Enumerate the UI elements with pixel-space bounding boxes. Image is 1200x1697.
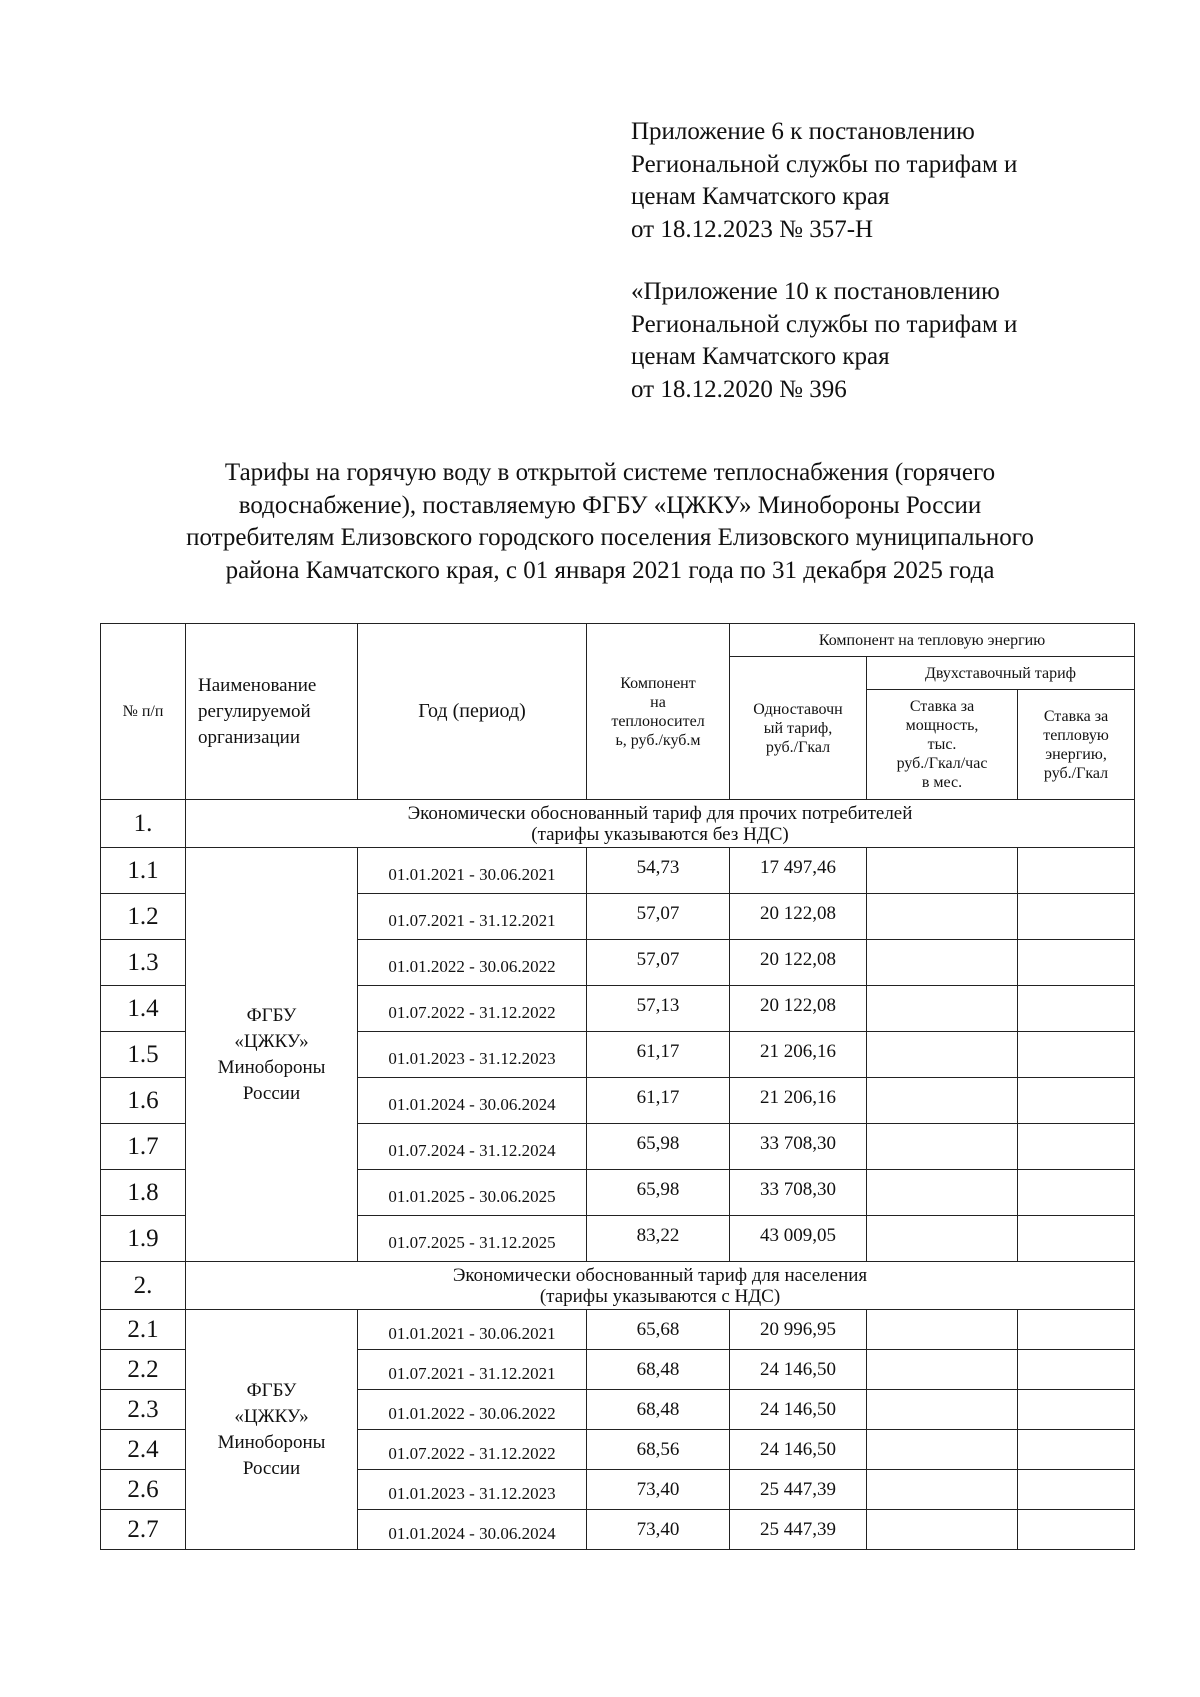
capacity-rate-value — [867, 940, 1018, 986]
title-line: водоснабжение), поставляемую ФГБУ «ЦЖКУ» Минобороны России — [238, 491, 982, 519]
capacity-rate-value — [867, 1430, 1018, 1470]
organization-line: ФГБУ — [246, 1379, 297, 1401]
period-cell: 01.07.2021 - 31.12.2021 — [358, 1350, 587, 1390]
row-number: 2.4 — [101, 1430, 186, 1470]
period-cell: 01.01.2025 - 30.06.2025 — [358, 1170, 587, 1216]
title-line: района Камчатского края, с 01 января 2021 года по 31 декабря 2025 года — [225, 556, 995, 584]
energy-rate-value — [1018, 848, 1135, 894]
row-number: 2.7 — [101, 1510, 186, 1550]
single-rate-value: 33 708,30 — [730, 1124, 867, 1170]
carrier-value: 65,68 — [587, 1310, 730, 1350]
single-rate-value: 24 146,50 — [730, 1350, 867, 1390]
period-cell: 01.01.2024 - 30.06.2024 — [358, 1078, 587, 1124]
section-number: 1. — [101, 800, 186, 848]
single-rate-value: 33 708,30 — [730, 1170, 867, 1216]
header-line: Ставка за — [909, 698, 975, 715]
period-cell: 01.07.2025 - 31.12.2025 — [358, 1216, 587, 1262]
header-line: ь, руб./куб.м — [615, 731, 701, 749]
organization-line: России — [242, 1082, 301, 1104]
header-line: энергию, — [1045, 745, 1107, 763]
energy-rate-value — [1018, 986, 1135, 1032]
row-number: 1.5 — [101, 1032, 186, 1078]
header-carrier-component — [587, 624, 730, 800]
single-rate-value: 25 447,39 — [730, 1510, 867, 1550]
row-number: 2.1 — [101, 1310, 186, 1350]
section-number: 2. — [101, 1262, 186, 1310]
table-row — [101, 848, 1135, 894]
single-rate-value: 25 447,39 — [730, 1470, 867, 1510]
document-title — [90, 457, 1130, 587]
single-rate-value: 43 009,05 — [730, 1216, 867, 1262]
single-rate-value: 20 122,08 — [730, 986, 867, 1032]
capacity-rate-value — [867, 1310, 1018, 1350]
single-rate-value: 21 206,16 — [730, 1032, 867, 1078]
row-number: 1.2 — [101, 894, 186, 940]
single-rate-value: 17 497,46 — [730, 848, 867, 894]
header-num: № п/п — [101, 624, 186, 800]
appendix-line: ценам Камчатского края — [631, 183, 890, 210]
header-organization — [186, 624, 358, 800]
organization-line: России — [242, 1457, 301, 1479]
header-heat-component: Компонент на тепловую энергию — [730, 624, 1135, 657]
carrier-value: 65,98 — [587, 1124, 730, 1170]
section-title-line: Экономически обоснованный тариф для населения — [452, 1264, 868, 1286]
header-line: руб./Гкал — [765, 738, 831, 756]
section-title-line: (тарифы указываются с НДС) — [539, 1285, 781, 1307]
header-line: тыс. — [927, 736, 957, 753]
title-line: потребителям Елизовского городского поселения Елизовского муниципального — [186, 524, 1034, 551]
header-line: мощность, — [905, 717, 979, 734]
capacity-rate-value — [867, 986, 1018, 1032]
appendix-line: Региональной службы по тарифам и — [631, 310, 1018, 338]
appendix-reference-current — [631, 116, 1151, 246]
capacity-rate-value — [867, 1124, 1018, 1170]
organization-name — [186, 1310, 358, 1550]
carrier-value: 65,98 — [587, 1170, 730, 1216]
single-rate-value: 20 122,08 — [730, 940, 867, 986]
energy-rate-value — [1018, 1390, 1135, 1430]
appendix-reference-original — [631, 276, 1151, 406]
carrier-value: 73,40 — [587, 1510, 730, 1550]
appendix-line: Региональной службы по тарифам и — [631, 150, 1018, 178]
row-number: 1.9 — [101, 1216, 186, 1262]
organization-line: «ЦЖКУ» — [234, 1030, 309, 1052]
header-line: тепловую — [1043, 726, 1109, 744]
header-single-rate — [730, 657, 867, 800]
carrier-value: 68,48 — [587, 1390, 730, 1430]
capacity-rate-value — [867, 1390, 1018, 1430]
period-cell: 01.01.2021 - 30.06.2021 — [358, 848, 587, 894]
energy-rate-value — [1018, 894, 1135, 940]
period-cell: 01.01.2023 - 31.12.2023 — [358, 1032, 587, 1078]
section-title-line: Экономически обоснованный тариф для прочих потребителей — [407, 802, 913, 824]
tariff-table — [100, 623, 1135, 1550]
energy-rate-value — [1018, 1510, 1135, 1550]
capacity-rate-value — [867, 1470, 1018, 1510]
section-row — [101, 800, 1135, 848]
capacity-rate-value — [867, 1032, 1018, 1078]
carrier-value: 57,07 — [587, 940, 730, 986]
row-number: 1.1 — [101, 848, 186, 894]
header-line: Наименование — [198, 674, 317, 696]
row-number: 1.8 — [101, 1170, 186, 1216]
header-line: регулируемой — [198, 700, 311, 722]
energy-rate-value — [1018, 940, 1135, 986]
energy-rate-value — [1018, 1310, 1135, 1350]
period-cell: 01.07.2024 - 31.12.2024 — [358, 1124, 587, 1170]
appendix-line: от 18.12.2020 № 396 — [631, 375, 847, 403]
row-number: 2.3 — [101, 1390, 186, 1430]
capacity-rate-value — [867, 1170, 1018, 1216]
carrier-value: 83,22 — [587, 1216, 730, 1262]
organization-line: Минобороны — [217, 1431, 326, 1453]
organization-line: «ЦЖКУ» — [234, 1405, 309, 1427]
row-number: 2.2 — [101, 1350, 186, 1390]
single-rate-value: 24 146,50 — [730, 1390, 867, 1430]
energy-rate-value — [1018, 1430, 1135, 1470]
carrier-value: 54,73 — [587, 848, 730, 894]
energy-rate-value — [1018, 1470, 1135, 1510]
section-row — [101, 1262, 1135, 1310]
appendix-line: «Приложение 10 к постановлению — [631, 278, 1000, 305]
carrier-value: 73,40 — [587, 1470, 730, 1510]
capacity-rate-value — [867, 1216, 1018, 1262]
header-two-rate: Двухставочный тариф — [867, 657, 1135, 690]
single-rate-value: 24 146,50 — [730, 1430, 867, 1470]
carrier-value: 61,17 — [587, 1032, 730, 1078]
organization-line: ФГБУ — [246, 1004, 297, 1026]
header-energy-rate — [1018, 690, 1135, 800]
capacity-rate-value — [867, 894, 1018, 940]
carrier-value: 68,56 — [587, 1430, 730, 1470]
energy-rate-value — [1018, 1216, 1135, 1262]
period-cell: 01.07.2022 - 31.12.2022 — [358, 986, 587, 1032]
header-line: Ставка за — [1043, 707, 1109, 725]
row-number: 2.6 — [101, 1470, 186, 1510]
section-title-line: (тарифы указываются без НДС) — [531, 823, 789, 845]
header-line: организации — [198, 726, 301, 748]
carrier-value: 57,07 — [587, 894, 730, 940]
header-line: теплоносител — [611, 712, 705, 730]
organization-line: Минобороны — [217, 1056, 326, 1078]
period-cell: 01.01.2021 - 30.06.2021 — [358, 1310, 587, 1350]
header-line: руб./Гкал — [1043, 764, 1109, 782]
capacity-rate-value — [867, 1078, 1018, 1124]
row-number: 1.3 — [101, 940, 186, 986]
period-cell: 01.01.2022 - 30.06.2022 — [358, 1390, 587, 1430]
capacity-rate-value — [867, 848, 1018, 894]
period-cell: 01.07.2021 - 31.12.2021 — [358, 894, 587, 940]
section-title — [186, 800, 1135, 848]
single-rate-value: 21 206,16 — [730, 1078, 867, 1124]
energy-rate-value — [1018, 1170, 1135, 1216]
energy-rate-value — [1018, 1032, 1135, 1078]
header-capacity-rate — [867, 690, 1018, 800]
section-title — [186, 1262, 1135, 1310]
period-cell: 01.01.2022 - 30.06.2022 — [358, 940, 587, 986]
header-line: ый тариф, — [763, 719, 833, 737]
single-rate-value: 20 122,08 — [730, 894, 867, 940]
period-cell: 01.07.2022 - 31.12.2022 — [358, 1430, 587, 1470]
energy-rate-value — [1018, 1350, 1135, 1390]
capacity-rate-value — [867, 1350, 1018, 1390]
header-period: Год (период) — [358, 624, 587, 800]
capacity-rate-value — [867, 1510, 1018, 1550]
row-number: 1.4 — [101, 986, 186, 1032]
period-cell: 01.01.2023 - 31.12.2023 — [358, 1470, 587, 1510]
header-line: руб./Гкал/час — [896, 755, 988, 772]
energy-rate-value — [1018, 1124, 1135, 1170]
title-line: Тарифы на горячую воду в открытой системе теплоснабжения (горячего — [224, 459, 996, 486]
table-row — [101, 1310, 1135, 1350]
carrier-value: 61,17 — [587, 1078, 730, 1124]
single-rate-value: 20 996,95 — [730, 1310, 867, 1350]
header-line: Одноставочн — [753, 700, 843, 718]
header-line: в мес. — [921, 774, 963, 791]
carrier-value: 57,13 — [587, 986, 730, 1032]
organization-name — [186, 848, 358, 1262]
period-cell: 01.01.2024 - 30.06.2024 — [358, 1510, 587, 1550]
appendix-line: Приложение 6 к постановлению — [631, 118, 975, 145]
header-line: Компонент — [620, 674, 696, 692]
header-line: на — [650, 693, 666, 711]
row-number: 1.7 — [101, 1124, 186, 1170]
energy-rate-value — [1018, 1078, 1135, 1124]
appendix-line: от 18.12.2023 № 357-Н — [631, 215, 874, 243]
row-number: 1.6 — [101, 1078, 186, 1124]
carrier-value: 68,48 — [587, 1350, 730, 1390]
appendix-line: ценам Камчатского края — [631, 343, 890, 370]
